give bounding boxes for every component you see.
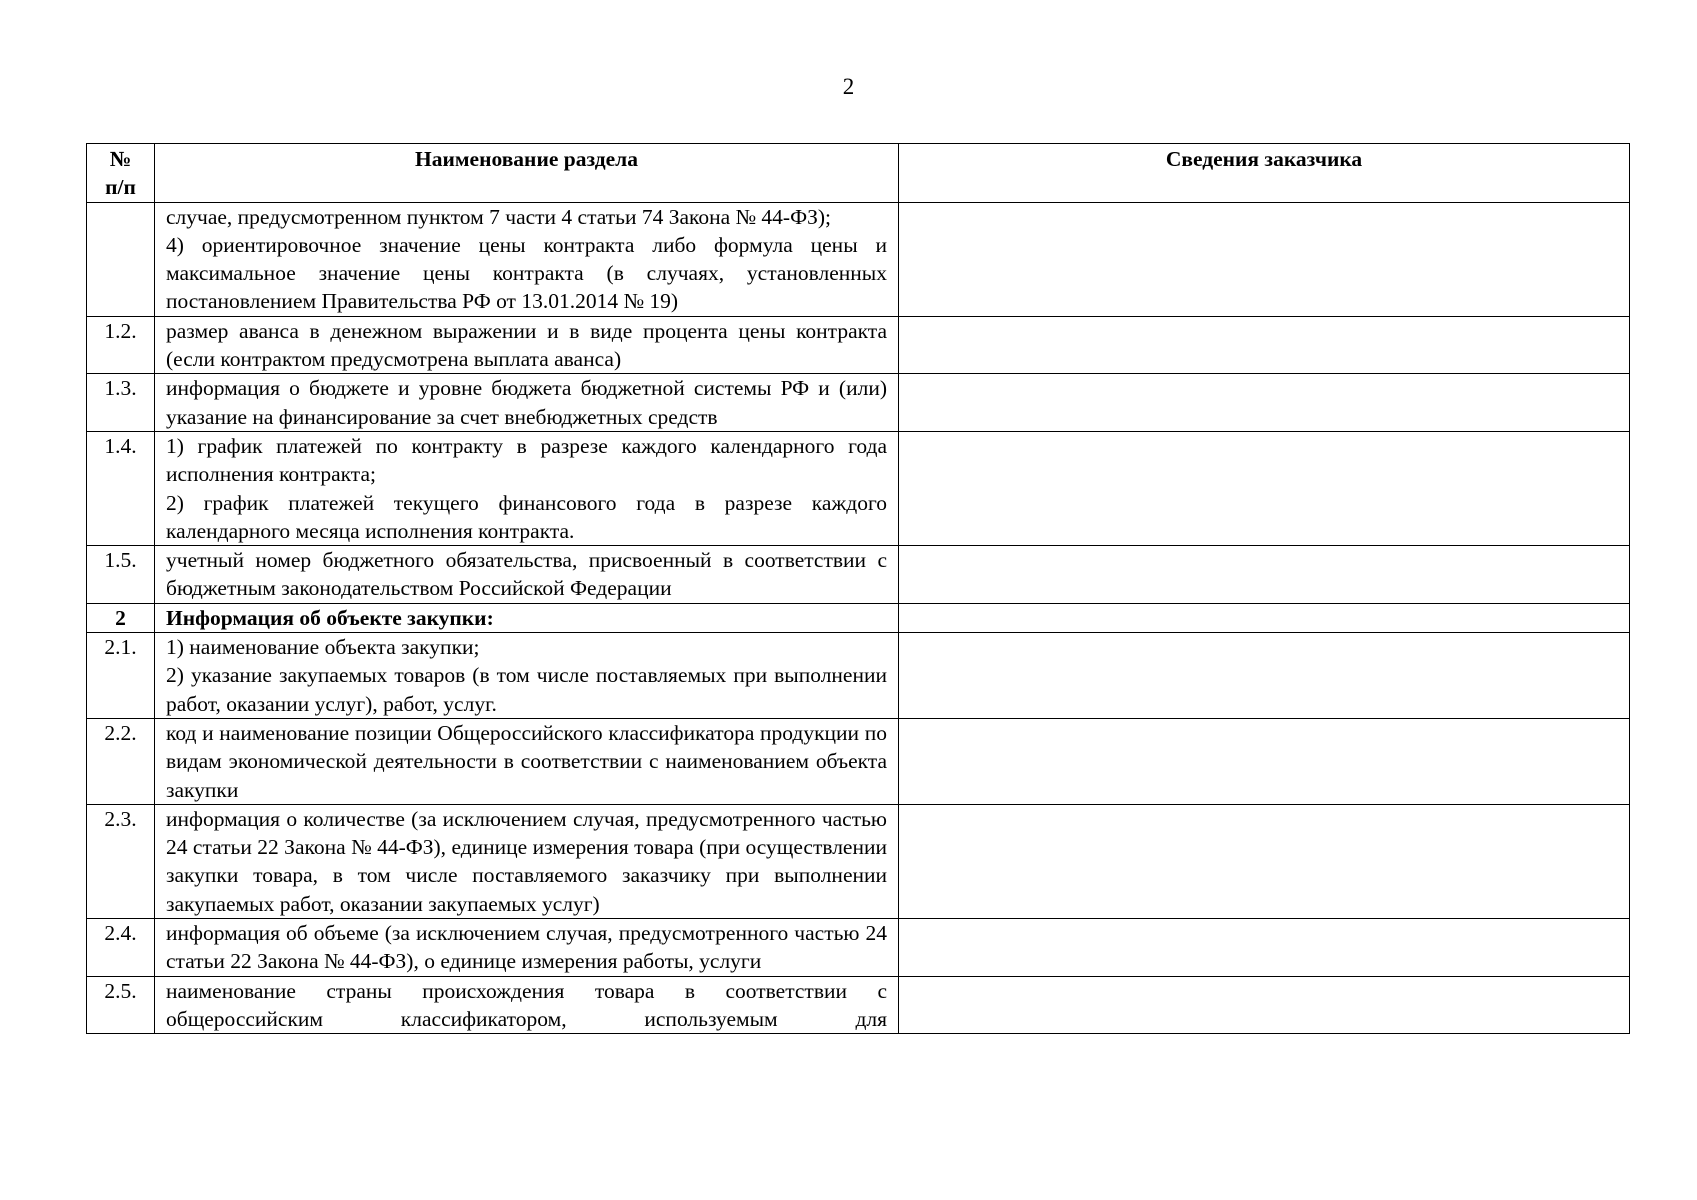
customer-info-cell[interactable] xyxy=(899,633,1630,719)
section-name-cell xyxy=(155,546,899,604)
table-body xyxy=(87,202,1630,1034)
table-row xyxy=(87,202,1630,316)
section-name-text: размер аванса в денежном выражении и в виде процента цены контракта (если контрактом предусмотрена выплата аванса) xyxy=(166,318,887,372)
section-name-text: информация о количестве (за исключением случая, предусмотренного частью 24 статьи 22 Закона № 44-ФЗ), единице измерения товара (при осуществлении закупки товара, в том числе поставляемого заказчику при выполнении закупаемых работ, оказании закупаемых услуг) xyxy=(166,806,887,916)
section-name-cell xyxy=(155,718,899,804)
table-row xyxy=(87,431,1630,545)
table-row xyxy=(87,919,1630,977)
customer-info-cell[interactable] xyxy=(899,976,1630,1034)
customer-info-cell[interactable] xyxy=(899,202,1630,316)
customer-info-cell[interactable] xyxy=(899,374,1630,432)
customer-info-cell[interactable] xyxy=(899,316,1630,374)
row-number: 2.4. xyxy=(87,919,155,977)
table-row xyxy=(87,804,1630,918)
header-num-line2: п/п xyxy=(105,175,136,200)
customer-info-cell[interactable] xyxy=(899,804,1630,918)
row-number: 1.3. xyxy=(87,374,155,432)
row-number: 2.2. xyxy=(87,718,155,804)
section-name-text: случае, предусмотренном пунктом 7 части 4 статьи 74 Закона № 44-ФЗ); xyxy=(166,204,831,229)
row-number: 2.5. xyxy=(87,976,155,1034)
table-header-row xyxy=(87,144,1630,203)
row-number: 2.1. xyxy=(87,633,155,719)
row-number xyxy=(87,202,155,316)
page-number: 2 xyxy=(842,74,855,99)
customer-info-cell[interactable] xyxy=(899,919,1630,977)
section-name-text: 4) ориентировочное значение цены контракта либо формула цены и максимальное значение цены контракта (в случаях, установленных постановлением Правительства РФ от 13.01.2014 № 19) xyxy=(166,232,887,314)
table-row xyxy=(87,546,1630,604)
header-customer-info: Сведения заказчика xyxy=(899,144,1630,203)
section-name-text: информация о бюджете и уровне бюджета бюджетной системы РФ и (или) указание на финансирование за счет внебюджетных средств xyxy=(166,376,887,429)
section-name-text: 2) график платежей текущего финансового года в разрезе каждого календарного месяца исполнения контракта. xyxy=(166,490,887,543)
section-name-cell xyxy=(155,633,899,719)
table-row xyxy=(87,374,1630,432)
row-number: 1.2. xyxy=(87,316,155,374)
procurement-info-table xyxy=(86,143,1630,1034)
customer-info-cell[interactable] xyxy=(899,431,1630,545)
section-name-cell xyxy=(155,919,899,977)
row-number: 1.4. xyxy=(87,431,155,545)
section-name-cell xyxy=(155,374,899,432)
section-name-cell xyxy=(155,804,899,918)
section-name-text: Информация об объекте закупки: xyxy=(166,605,494,630)
header-num xyxy=(87,144,155,203)
section-name-text: 1) наименование объекта закупки; xyxy=(166,635,480,660)
header-num-line1: № xyxy=(109,147,132,171)
section-name-cell xyxy=(155,976,899,1034)
section-name-cell xyxy=(155,316,899,374)
row-number: 2 xyxy=(87,603,155,632)
table-row xyxy=(87,718,1630,804)
row-number: 1.5. xyxy=(87,546,155,604)
section-name-cell xyxy=(155,603,899,632)
section-name-text: информация об объеме (за исключением случая, предусмотренного частью 24 статьи 22 Закона № 44-ФЗ), о единице измерения работы, услуги xyxy=(166,921,887,974)
section-name-cell xyxy=(155,431,899,545)
customer-info-cell[interactable] xyxy=(899,718,1630,804)
section-name-text: код и наименование позиции Общероссийского классификатора продукции по видам экономической деятельности в соответствии с наименованием объекта закупки xyxy=(166,720,887,802)
section-name-text: учетный номер бюджетного обязательства, присвоенный в соответствии с бюджетным законодательством Российской Федерации xyxy=(166,548,887,601)
section-name-text: наименование страны происхождения товара в соответствии с общероссийским классификатором, используемым для xyxy=(166,978,887,1031)
table-row xyxy=(87,976,1630,1034)
section-name-cell xyxy=(155,202,899,316)
table-row xyxy=(87,603,1630,632)
row-number: 2.3. xyxy=(87,804,155,918)
customer-info-cell[interactable] xyxy=(899,546,1630,604)
header-section-name: Наименование раздела xyxy=(155,144,899,203)
table-row xyxy=(87,316,1630,374)
table-row xyxy=(87,633,1630,719)
section-name-text: 1) график платежей по контракту в разрезе каждого календарного года исполнения контракта; xyxy=(166,433,887,487)
customer-info-cell[interactable] xyxy=(899,603,1630,632)
section-name-text: 2) указание закупаемых товаров (в том числе поставляемых при выполнении работ, оказании услуг), работ, услуг. xyxy=(166,663,887,716)
